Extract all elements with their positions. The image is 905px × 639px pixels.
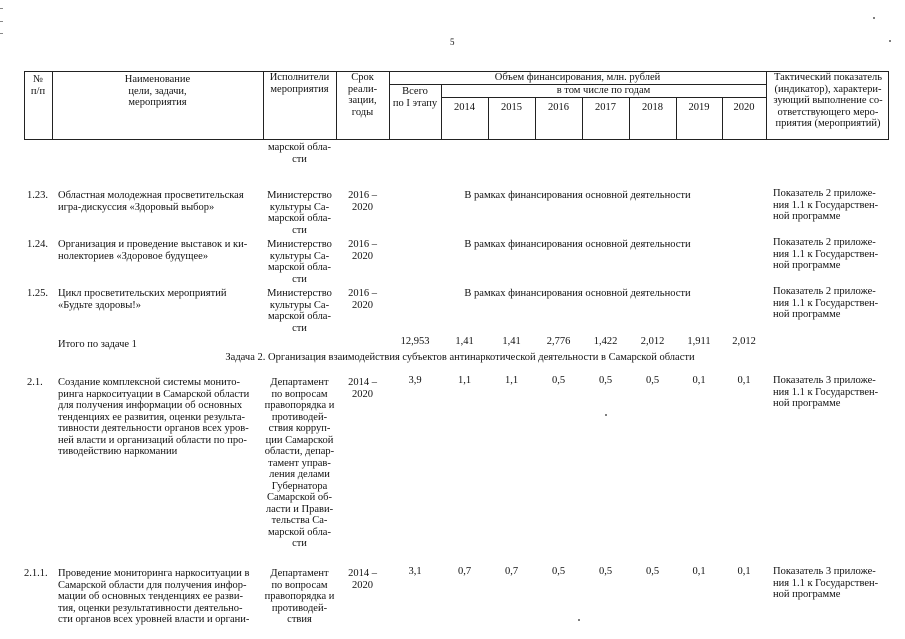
row-funding-note: В рамках финансирования основной деятельности bbox=[464, 288, 691, 299]
header-funding: Объем финансирования, млн. рублей bbox=[494, 72, 661, 83]
row-name: Областная молодежная просветительская игра-дискуссия «Здоровый выбор» bbox=[58, 190, 244, 213]
scan-mark bbox=[0, 8, 3, 9]
row-executor: Министерство культуры Са- марской обла- сти bbox=[267, 190, 332, 236]
header-executors: Исполнители мероприятия bbox=[269, 72, 330, 95]
header-indicator: Тактический показатель (индикатор), характери- зующий выполнение со- ответствующего меро- приятия (мероприятий) bbox=[773, 72, 883, 129]
row-year-value: 0,1 bbox=[737, 375, 751, 386]
row-indicator: Показатель 2 приложе- ния 1.1 к Государствен- ной программе bbox=[773, 286, 879, 320]
header-term: Срок реали- зации, годы bbox=[347, 72, 378, 118]
row-num: 1.24. bbox=[27, 239, 48, 250]
row-year-value: 1,1 bbox=[504, 375, 519, 386]
row-year-value: 0,1 bbox=[692, 375, 706, 386]
row-term: 2014 – 2020 bbox=[348, 377, 377, 400]
row-indicator: Показатель 2 приложе- ния 1.1 к Государствен- ной программе bbox=[773, 237, 879, 271]
row-executor: Департамент по вопросам правопорядка и противодей- ствия bbox=[264, 568, 335, 625]
row-num: 2.1. bbox=[27, 377, 43, 388]
scan-speck bbox=[578, 619, 580, 621]
row-total: 3,1 bbox=[408, 566, 422, 577]
header-year: 2015 bbox=[501, 102, 522, 113]
row-name: Проведение мониторинга наркоситуации в Самарской области для получения инфор- мации об основных тенденциях ее разви- тия, оценки результативности деятельно- сти органов всех уровней власти и органи- bbox=[58, 568, 250, 625]
scan-speck bbox=[889, 40, 891, 42]
scan-mark bbox=[0, 33, 3, 34]
row-executor: Департамент по вопросам правопорядка и противодей- ствия корруп- ции Самарской области, депар- тамент управ- ления делами Губернатора Самарской об- ласти и Прави- тельства Са- марской обла- сти bbox=[264, 377, 335, 549]
row-total: 3,9 bbox=[408, 375, 422, 386]
page-number: 5 bbox=[450, 37, 455, 47]
row-executor: Министерство культуры Са- марской обла- сти bbox=[267, 239, 332, 285]
row-funding-note: В рамках финансирования основной деятельности bbox=[464, 190, 691, 201]
row-indicator: Показатель 3 приложе- ния 1.1 к Государствен- ной программе bbox=[773, 375, 879, 409]
scan-speck bbox=[605, 414, 607, 416]
row-year-value: 0,5 bbox=[645, 375, 660, 386]
total-year-value: 2,012 bbox=[732, 336, 756, 347]
header-year: 2019 bbox=[688, 102, 710, 113]
row-num: 2.1.1. bbox=[24, 568, 48, 579]
row-year-value: 1,1 bbox=[457, 375, 472, 386]
scan-mark bbox=[0, 21, 3, 22]
row-term: 2016 – 2020 bbox=[348, 190, 377, 213]
header-year: 2018 bbox=[642, 102, 663, 113]
row-term: 2014 – 2020 bbox=[348, 568, 377, 591]
row-num: 1.25. bbox=[27, 288, 48, 299]
total-year-value: 1,41 bbox=[455, 336, 474, 347]
task-title: Задача 2. Организация взаимодействия субъектов антинаркотической деятельности в Самарской области bbox=[225, 352, 695, 363]
row-year-value: 0,5 bbox=[598, 375, 613, 386]
row-year-value: 0,1 bbox=[692, 566, 706, 577]
header-by-years: в том числе по годам bbox=[556, 85, 651, 96]
total-label: Итого по задаче 1 bbox=[58, 339, 137, 350]
row-term: 2016 – 2020 bbox=[348, 288, 377, 311]
row-name: Создание комплексной системы монито- ринга наркоситуации в Самарской области для получения информации об основных тенденциях ее развития, оценки результа- тивности деятельности органов всех уров- ней власти и организаций области по про- тиводействию наркомании bbox=[58, 377, 250, 457]
row-funding-note: В рамках финансирования основной деятельности bbox=[464, 239, 691, 250]
total-year-value: 1,911 bbox=[687, 336, 711, 347]
row-year-value: 0,5 bbox=[645, 566, 660, 577]
row-year-value: 0,1 bbox=[737, 566, 751, 577]
row-indicator: Показатель 3 приложе- ния 1.1 к Государствен- ной программе bbox=[773, 566, 879, 600]
total-year-value: 1,422 bbox=[593, 336, 618, 347]
row-name: Организация и проведение выставок и ки- нолекториев «Здоровое будущее» bbox=[58, 239, 248, 262]
carry-over-executor: марской обла- сти bbox=[268, 142, 331, 165]
row-year-value: 0,7 bbox=[504, 566, 519, 577]
row-num: 1.23. bbox=[27, 190, 48, 201]
row-year-value: 0,5 bbox=[551, 566, 566, 577]
row-year-value: 0,5 bbox=[551, 375, 566, 386]
row-year-value: 0,5 bbox=[598, 566, 613, 577]
header-name: Наименование цели, задачи, мероприятия bbox=[124, 74, 191, 108]
total-year-value: 2,012 bbox=[640, 336, 665, 347]
header-year: 2014 bbox=[454, 102, 475, 113]
total-value: 12,953 bbox=[400, 336, 430, 347]
header-year: 2017 bbox=[595, 102, 616, 113]
header-total: Всего по I этапу bbox=[392, 86, 438, 109]
row-name: Цикл просветительских мероприятий «Будьте здоровы!» bbox=[58, 288, 227, 311]
header-year: 2016 bbox=[548, 102, 569, 113]
row-year-value: 0,7 bbox=[457, 566, 472, 577]
total-year-value: 1,41 bbox=[502, 336, 521, 347]
scan-speck bbox=[873, 17, 875, 19]
header-num: № п/п bbox=[30, 74, 46, 97]
row-term: 2016 – 2020 bbox=[348, 239, 377, 262]
row-executor: Министерство культуры Са- марской обла- сти bbox=[267, 288, 332, 334]
row-indicator: Показатель 2 приложе- ния 1.1 к Государствен- ной программе bbox=[773, 188, 879, 222]
total-year-value: 2,776 bbox=[546, 336, 571, 347]
header-year: 2020 bbox=[733, 102, 755, 113]
